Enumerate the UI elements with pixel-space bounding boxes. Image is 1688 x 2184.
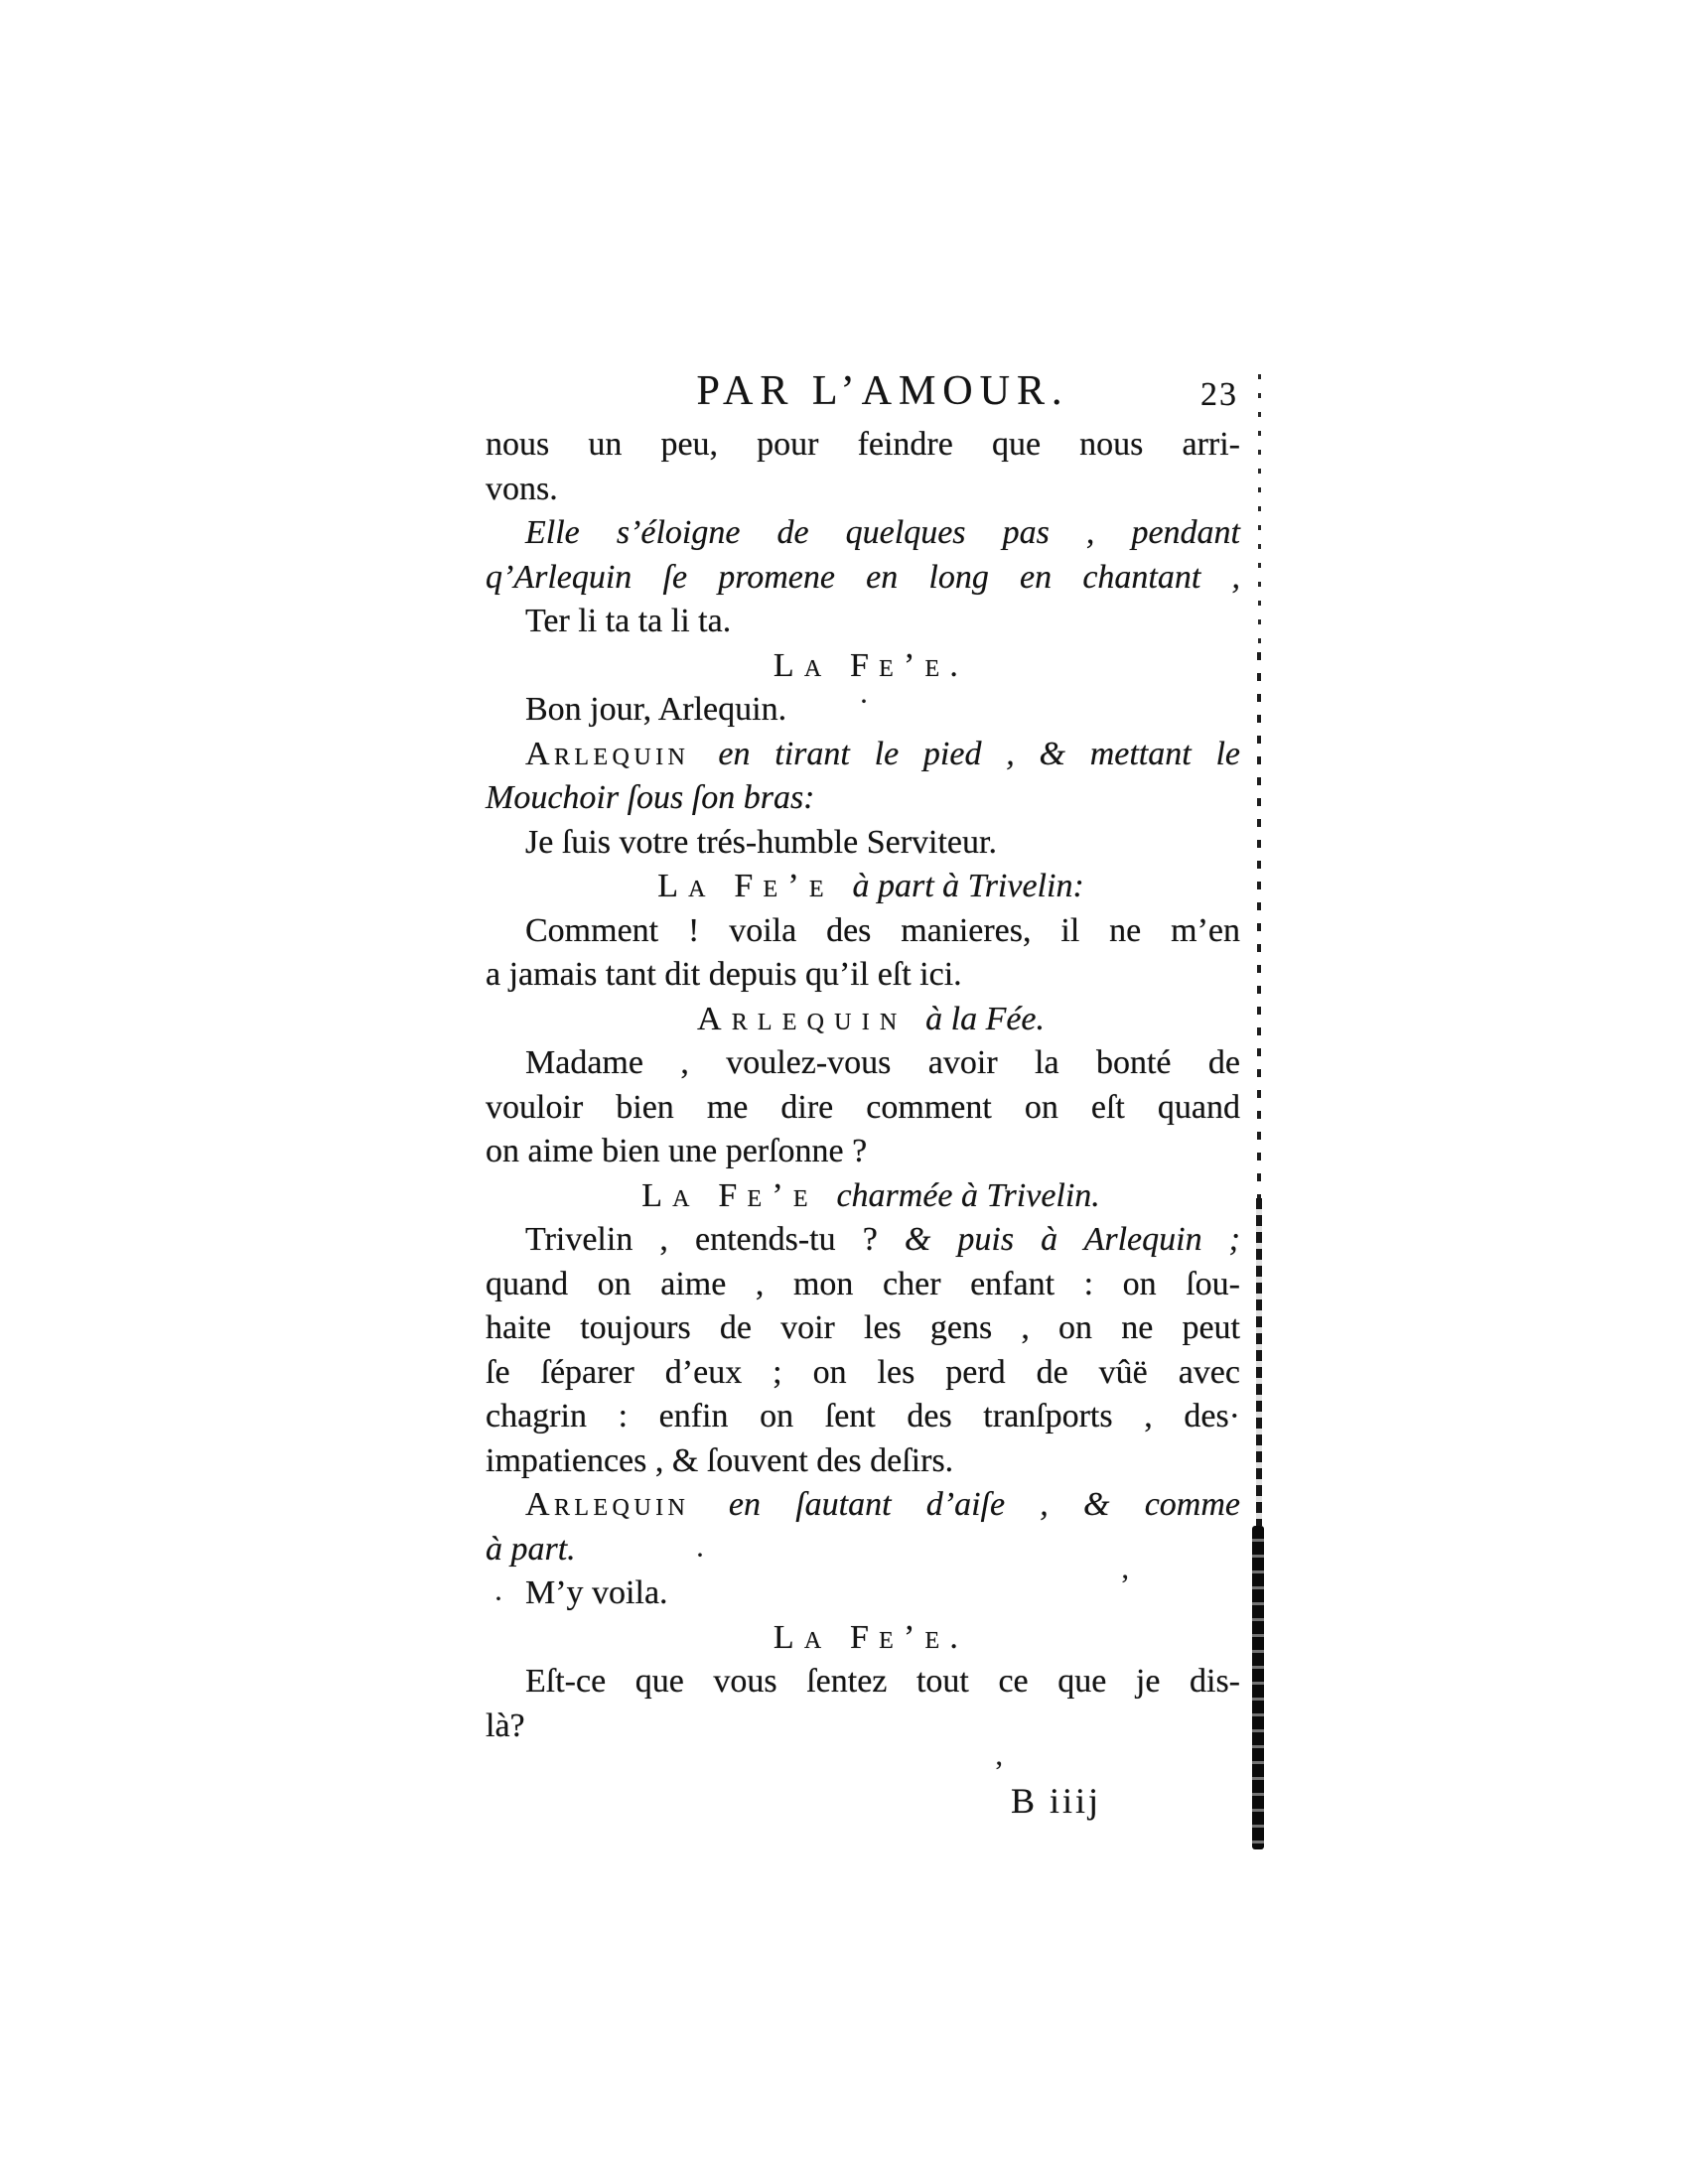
- edge-band-segment-upper: [1257, 652, 1261, 1198]
- ink-speck: ·: [859, 685, 869, 718]
- text-line: [486, 1263, 1240, 1307]
- text-segment-roman: on aime bien une perſonne ?: [486, 1133, 868, 1169]
- text-segment-italic: en tirant le pied , & mettant le: [718, 735, 1240, 772]
- text-segment-roman: nous un peu, pour feindre que nous arri-: [486, 426, 1240, 463]
- page-number: 23: [1200, 376, 1238, 413]
- text-segment-italic: à la Fée.: [925, 1000, 1046, 1037]
- text-segment-roman: chagrin : enfin on ſent des tranſports , des·: [486, 1398, 1240, 1434]
- text-line: [486, 1306, 1240, 1351]
- text-segment-name: La Fe’e: [657, 868, 853, 904]
- text-line: [486, 423, 1240, 468]
- text-line: [486, 644, 1240, 689]
- text-line: [486, 776, 1240, 821]
- ink-speck: ’: [994, 1755, 1004, 1788]
- text-segment-roman: vons.: [486, 470, 558, 507]
- text-segment-roman: vouloir bien me dire comment on eſt quand: [486, 1088, 1240, 1126]
- text-segment-italic: q’Arlequin ſe promene en long en chantant ,: [486, 558, 1240, 596]
- text-line: [486, 1439, 1240, 1484]
- text-segment-roman: quand on aime , mon cher enfant : on ſou-: [486, 1265, 1240, 1302]
- text-line: [486, 821, 1240, 866]
- text-block: [486, 367, 1240, 1748]
- text-segment-roman: Madame , voulez-vous avoir la bonté de: [525, 1044, 1240, 1081]
- text-line: [486, 1705, 1240, 1749]
- text-segment-roman: a jamais tant dit depuis qu’il eſt ici.: [486, 956, 962, 993]
- body-text: [486, 423, 1240, 1748]
- text-segment-italic: charmée à Trivelin.: [836, 1176, 1100, 1214]
- text-segment-name: Arlequin: [696, 1000, 926, 1037]
- page-header: [486, 367, 1240, 423]
- signature-mark: B iiij: [1011, 1781, 1102, 1821]
- text-segment-name: La Fe’e: [641, 1176, 837, 1214]
- edge-band-segment-bottom: [1252, 1526, 1264, 1849]
- text-segment-roman: ſe ſéparer d’eux ; on les perd de vûë avec: [486, 1353, 1240, 1391]
- text-segment-roman: Je ſuis votre trés-humble Serviteur.: [525, 823, 997, 861]
- text-line: [486, 1174, 1240, 1219]
- edge-band-segment-lower: [1256, 1198, 1262, 1526]
- text-segment-name: Arlequin: [525, 1486, 729, 1523]
- text-line: [486, 733, 1240, 777]
- text-line: [486, 1218, 1240, 1263]
- text-segment-italic: Mouchoir ſous ſon bras:: [486, 779, 815, 816]
- text-line: [486, 600, 1240, 644]
- text-segment-name: Arlequin: [525, 735, 719, 772]
- text-segment-italic: en ſautant d’aiſe , & comme: [728, 1486, 1240, 1523]
- text-segment-roman: haite toujours de voir les gens , on ne peut: [486, 1309, 1240, 1346]
- text-segment-roman: impatiences , & ſouvent des deſirs.: [486, 1441, 954, 1479]
- text-segment-roman: Bon jour, Arlequin.: [525, 691, 787, 728]
- text-segment-italic: & puis à Arlequin ;: [904, 1221, 1240, 1258]
- text-segment-roman: M’y voila.: [525, 1574, 668, 1611]
- edge-band-segment-top: [1258, 374, 1261, 652]
- ink-speck: ·: [695, 1539, 705, 1571]
- ink-speck: ·: [493, 1582, 503, 1615]
- text-line: [486, 511, 1240, 556]
- text-segment-italic: Elle s’éloigne de quelques pas , pendant: [525, 514, 1240, 551]
- text-line: [486, 1351, 1240, 1396]
- text-line: [486, 953, 1240, 998]
- text-line: [486, 1130, 1240, 1174]
- text-line: [486, 1086, 1240, 1131]
- text-line: [486, 1483, 1240, 1528]
- running-title: PAR L’AMOUR.: [696, 368, 1069, 414]
- text-line: [486, 1660, 1240, 1705]
- text-segment-roman: là?: [486, 1706, 525, 1744]
- text-line: [486, 909, 1240, 954]
- text-segment-roman: Comment ! voila des manieres, il ne m’en: [525, 911, 1240, 949]
- text-line: [486, 468, 1240, 512]
- text-line: [486, 865, 1240, 909]
- text-line: [486, 998, 1240, 1042]
- text-line: [486, 556, 1240, 601]
- text-line: [486, 1616, 1240, 1661]
- page-edge-artifact: [1250, 374, 1274, 1849]
- text-segment-name: La Fe’e.: [773, 646, 969, 684]
- text-line: [486, 1528, 1240, 1572]
- text-segment-roman: Ter li ta ta li ta.: [525, 603, 732, 639]
- text-segment-roman: Eſt-ce que vous ſentez tout ce que je dis-: [525, 1663, 1240, 1700]
- text-line: [486, 1041, 1240, 1086]
- ink-speck: ’: [1120, 1569, 1130, 1601]
- text-segment-name: La Fe’e.: [773, 1618, 969, 1656]
- text-line: [486, 1395, 1240, 1439]
- text-segment-italic: à part à Trivelin:: [852, 868, 1084, 904]
- text-segment-italic: à part.: [486, 1530, 576, 1568]
- text-segment-roman: Trivelin , entends-tu ?: [525, 1221, 905, 1258]
